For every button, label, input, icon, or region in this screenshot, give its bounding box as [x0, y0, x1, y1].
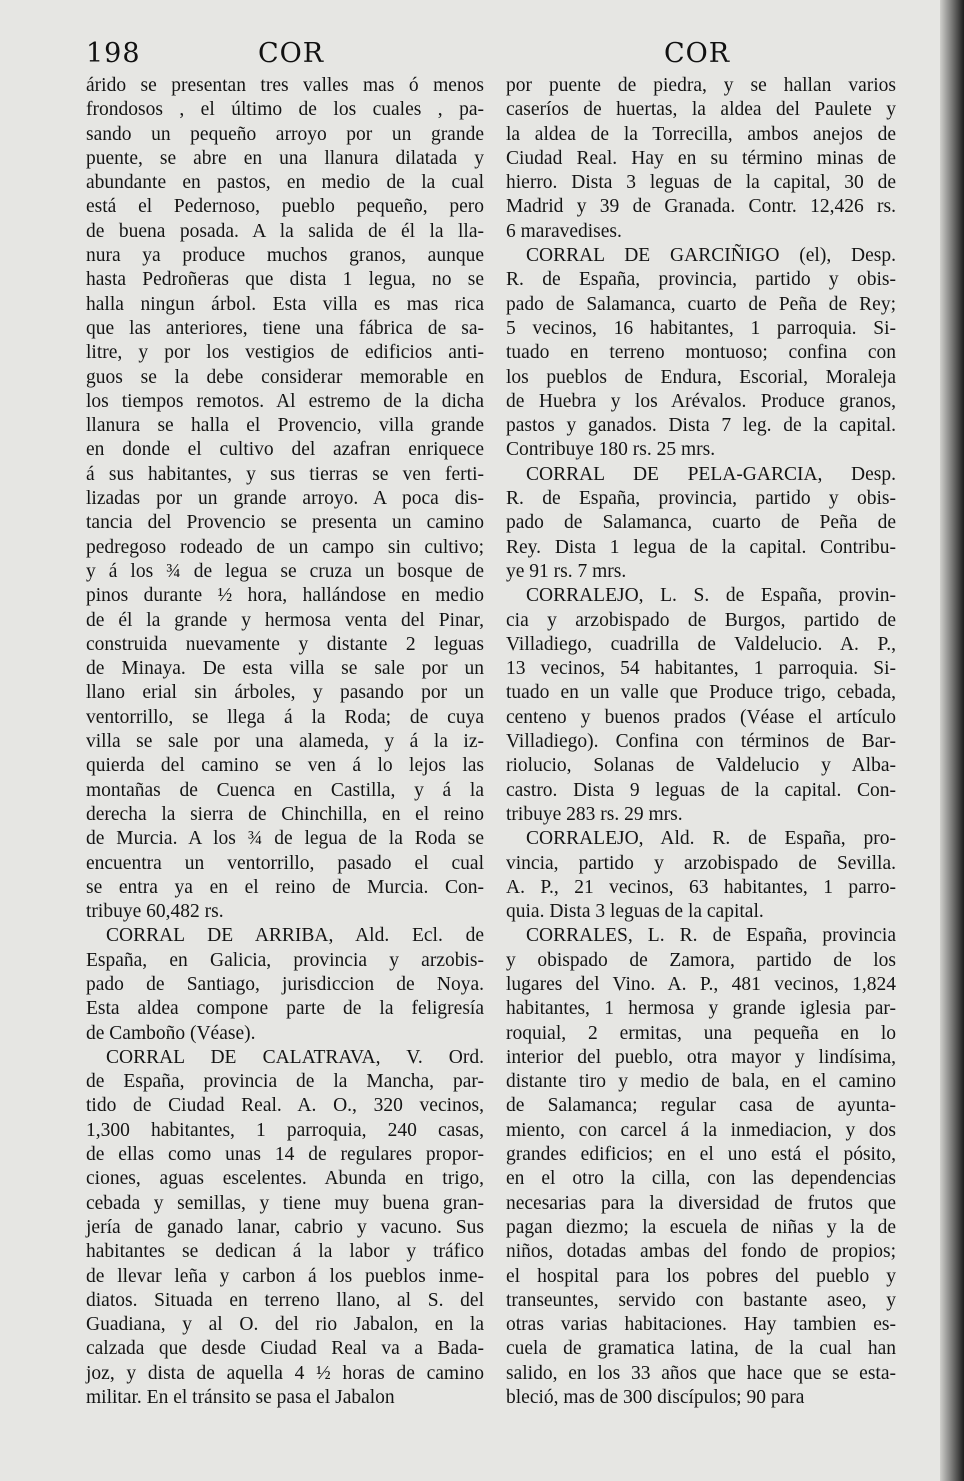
- text-line: derecha la sierra de Chinchilla, en el reino: [86, 803, 484, 825]
- text-line: y obispado de Zamora, partido de los: [506, 949, 896, 971]
- text-line: de ellas como unas 14 de regulares propor-: [86, 1144, 484, 1166]
- text-line: llanura se halla el Provencio, villa grande: [86, 415, 484, 437]
- text-line: tido de Ciudad Real. A. O., 320 vecinos,: [86, 1095, 484, 1117]
- text-line: de Camboño (Véase).: [86, 1022, 256, 1044]
- text-line: centeno y buenos prados (Véase el artículo: [506, 706, 896, 728]
- text-line: cia y arzobispado de Burgos, partido de: [506, 609, 896, 631]
- text-line: CORRALES, L. R. de España, provincia: [526, 925, 896, 947]
- text-line: habitantes, 1 hermosa y grande iglesia par-: [506, 998, 896, 1020]
- text-line: Esta aldea compone parte de la feligresía: [86, 998, 484, 1020]
- text-line: Rey. Dista 1 legua de la capital. Contribu-: [506, 536, 896, 558]
- text-line: de Minaya. De esta villa se sale por un: [86, 658, 484, 680]
- text-line: de Murcia. A los ¾ de legua de la Roda se: [86, 828, 484, 850]
- text-line: distante tiro y medio de bala, en el camino: [506, 1071, 896, 1093]
- text-line: encuentra un ventorrillo, pasado el cual: [86, 852, 484, 874]
- text-line: vincia, partido y arzobispado de Sevilla.: [506, 852, 896, 874]
- text-line: en el otro la cilla, con las dependencias: [506, 1168, 896, 1190]
- text-line: miento, con carcel á la inmediacion, y dos: [506, 1119, 896, 1141]
- text-line: el hospital para los pobres del pueblo y: [506, 1265, 896, 1287]
- text-line: grandes edificios; en el uno está el pósito,: [506, 1144, 896, 1166]
- text-line: 5 vecinos, 16 habitantes, 1 parroquia. Si-: [506, 317, 896, 339]
- text-line: A. P., 21 vecinos, 63 habitantes, 1 parro-: [506, 876, 896, 898]
- text-line: que las anteriores, tiene una fábrica de sa-: [86, 317, 484, 339]
- text-line: CORRAL DE GARCIÑIGO (el), Desp.: [526, 245, 896, 267]
- text-line: necesarias para la diversidad de frutos que: [506, 1192, 896, 1214]
- text-line: cebada y semillas, y tiene muy buena gran-: [86, 1192, 484, 1214]
- text-line: Ciudad Real. Hay en su término minas de: [506, 147, 896, 169]
- text-line: tuado en terreno montuoso; confina con: [506, 342, 896, 364]
- text-line: niños, dotadas ambas del fondo de propios;: [506, 1241, 896, 1263]
- text-line: y á los ¾ de legua se cruza un bosque de: [86, 560, 484, 582]
- text-line: ventorrillo, se llega á la Roda; de cuya: [86, 706, 484, 728]
- text-line: árido se presentan tres valles mas ó menos: [86, 75, 484, 96]
- text-line: calzada que desde Ciudad Real va a Bada-: [86, 1338, 484, 1360]
- text-line: en donde el cultivo del azafran enriquece: [86, 439, 484, 461]
- text-line: frondosos , el último de los cuales , pa-: [86, 99, 484, 121]
- text-line: CORRAL DE CALATRAVA, V. Ord.: [106, 1046, 484, 1068]
- text-line: lizadas por un grande arroyo. A poca dis-: [86, 488, 484, 510]
- text-line: tuado en un valle que Produce trigo, cebada,: [506, 682, 896, 704]
- text-line: de él la grande y hermosa venta del Pinar,: [86, 609, 484, 631]
- text-line: por puente de piedra, y se hallan varios: [506, 75, 896, 96]
- text-line: pedregoso rodeado de un campo sin cultivo;: [86, 536, 484, 558]
- text-line: militar. En el tránsito se pasa el Jabalon: [86, 1387, 395, 1409]
- text-line: lugares del Vino. A. P., 481 vecinos, 1,824: [506, 973, 896, 995]
- text-line: guos se la debe considerar memorable en: [86, 366, 484, 388]
- text-line: halla ningun árbol. Esta villa es mas rica: [86, 293, 484, 315]
- text-line: pado de Santiago, jurisdiccion de Noya.: [86, 973, 484, 995]
- text-line: hierro. Dista 3 leguas de la capital, 30 de: [506, 172, 896, 194]
- text-line: pinos durante ½ hora, hallándose en medio: [86, 585, 484, 607]
- text-line: tancia del Provencio se presenta un camino: [86, 512, 484, 534]
- text-line: está el Pedernoso, pueblo pequeño, pero: [86, 196, 484, 218]
- text-line: CORRAL DE PELA-GARCIA, Desp.: [526, 463, 896, 485]
- text-line: á sus habitantes, y sus tierras se ven ferti-: [86, 463, 484, 485]
- text-line: cuela de gramatica latina, de la cual han: [506, 1338, 896, 1360]
- text-line: montañas de Cuenca en Castilla, y á la: [86, 779, 484, 801]
- text-line: R. de España, provincia, partido y obis-: [506, 269, 896, 291]
- text-line: R. de España, provincia, partido y obis-: [506, 488, 896, 510]
- text-line: CORRALEJO, L. S. de España, provin-: [526, 585, 896, 607]
- text-line: roquial, 2 ermitas, una pequeña en lo: [506, 1022, 896, 1044]
- text-line: abundante en pastos, en medio de la cual: [86, 172, 484, 194]
- text-line: Contribuye 180 rs. 25 mrs.: [506, 439, 716, 461]
- text-line: ye 91 rs. 7 mrs.: [506, 560, 627, 582]
- text-line: hasta Pedroñeras que dista 1 legua, no se: [86, 269, 484, 291]
- text-line: caseríos de huertas, la aldea del Paulete y: [506, 99, 896, 121]
- text-line: otras varias habitaciones. Hay tambien es-: [506, 1314, 896, 1336]
- left-text-column: [86, 74, 484, 1410]
- text-line: castro. Dista 9 leguas de la capital. Con-: [506, 779, 896, 801]
- text-line: España, en Galicia, provincia y arzobis-: [86, 949, 484, 971]
- text-line: salido, en los 33 años que hace que se esta-: [506, 1362, 896, 1384]
- text-line: 13 vecinos, 54 habitantes, 1 parroquia. Si-: [506, 658, 896, 680]
- text-line: Villadiego, cuadrilla de Valdelucio. A. P.,: [506, 633, 896, 655]
- left-running-head: COR: [258, 38, 325, 69]
- text-line: sando un pequeño arroyo por un grande: [86, 123, 484, 145]
- text-line: tribuye 60,482 rs.: [86, 901, 224, 923]
- text-line: pado de Salamanca, cuarto de Peña de Rey;: [506, 293, 896, 315]
- right-running-head: COR: [664, 38, 731, 69]
- text-line: joz, y dista de aquella 4 ½ horas de camino: [86, 1362, 484, 1384]
- text-line: se entra ya en el reino de Murcia. Con-: [86, 876, 484, 898]
- text-line: ciones, aguas escelentes. Abunda en trigo,: [86, 1168, 484, 1190]
- text-line: de llevar leña y carbon á los pueblos inme-: [86, 1265, 484, 1287]
- text-line: la aldea de la Torrecilla, ambos anejos de: [506, 123, 896, 145]
- text-line: 6 maravedises.: [506, 220, 622, 242]
- text-line: 1,300 habitantes, 1 parroquia, 240 casas,: [86, 1119, 484, 1141]
- text-line: nura ya produce muchos granos, aunque: [86, 245, 484, 267]
- text-line: diatos. Situada en terreno llano, al S. del: [86, 1289, 484, 1311]
- text-line: Guadiana, y al O. del rio Jabalon, en la: [86, 1314, 484, 1336]
- text-line: quia. Dista 3 leguas de la capital.: [506, 901, 764, 923]
- text-line: CORRAL DE ARRIBA, Ald. Ecl. de: [106, 925, 484, 947]
- text-line: de Salamanca; regular casa de ayunta-: [506, 1095, 896, 1117]
- text-line: transeuntes, servido con bastante aseo, y: [506, 1289, 896, 1311]
- text-line: los pueblos de Endura, Escorial, Moraleja: [506, 366, 896, 388]
- text-line: Villadiego). Confina con términos de Bar-: [506, 731, 896, 753]
- text-line: pastos y ganados. Dista 7 leg. de la capital.: [506, 415, 896, 437]
- text-line: llano erial sin árboles, y pasando por un: [86, 682, 484, 704]
- page-edge: [940, 0, 964, 1481]
- text-line: quierda del camino se ven á lo lejos las: [86, 755, 484, 777]
- text-line: pagan diezmo; la escuela de niñas y la de: [506, 1216, 896, 1238]
- text-line: tribuye 283 rs. 29 mrs.: [506, 803, 683, 825]
- text-line: pado de Salamanca, cuarto de Peña de: [506, 512, 896, 534]
- text-line: bleció, mas de 300 discípulos; 90 para: [506, 1387, 805, 1409]
- right-text-column: [506, 74, 896, 1410]
- text-line: construida nuevamente y distante 2 leguas: [86, 633, 484, 655]
- text-line: Madrid y 39 de Granada. Contr. 12,426 rs.: [506, 196, 896, 218]
- text-line: habitantes se dedican á la labor y tráfico: [86, 1241, 484, 1263]
- text-line: puente, se abre en una llanura dilatada y: [86, 147, 484, 169]
- text-line: villa se sale por una alameda, y á la iz-: [86, 731, 484, 753]
- text-line: de España, provincia de la Mancha, par-: [86, 1071, 484, 1093]
- text-line: CORRALEJO, Ald. R. de España, pro-: [526, 828, 896, 850]
- text-line: de buena posada. A la salida de él la lla-: [86, 220, 484, 242]
- text-line: los tiempos remotos. Al estremo de la dicha: [86, 390, 484, 412]
- text-line: jería de ganado lanar, cabrio y vacuno. Sus: [86, 1216, 484, 1238]
- page-number: 198: [86, 38, 141, 69]
- text-line: litre, y por los vestigios de edificios anti-: [86, 342, 484, 364]
- text-line: de Huebra y los Arévalos. Produce granos,: [506, 390, 896, 412]
- text-line: interior del pueblo, otra mayor y lindísima,: [506, 1046, 896, 1068]
- text-line: riolucio, Solanas de Valdelucio y Alba-: [506, 755, 896, 777]
